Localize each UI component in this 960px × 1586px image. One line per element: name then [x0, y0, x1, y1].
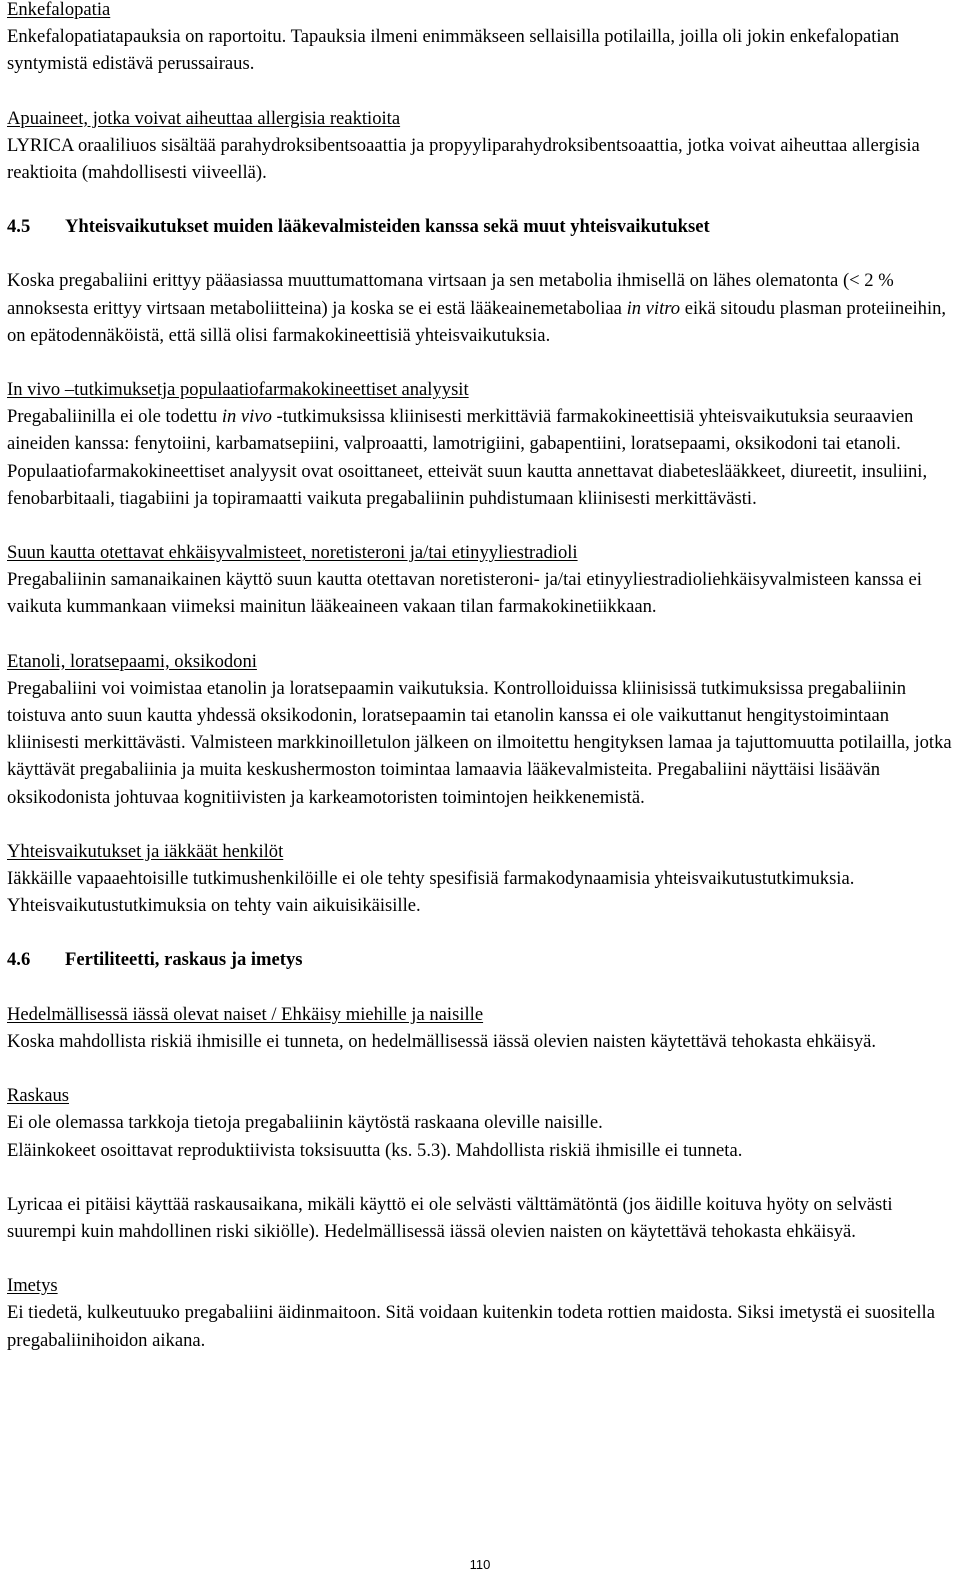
elderly-subheading: Yhteisvaikutukset ja iäkkäät henkilöt [7, 840, 284, 862]
section-4-5-heading [7, 213, 953, 240]
breastfeeding-paragraph: Ei tiedetä, kulkeutuuko pregabaliini äidinmaitoon. Sitä voidaan kuitenkin todeta rottien maidosta. Siksi imetystä ei suositella pregabaliinihoidon aikana. [7, 1302, 935, 1351]
pregnancy-line-1: Ei ole olemassa tarkkoja tietoja pregabaliinin käytöstä raskaana oleville naisille. [7, 1112, 603, 1134]
encephalopathy-paragraph: Enkefalopatiatapauksia on raportoitu. Tapauksia ilmeni enimmäkseen sellaisilla potilailla, joilla oli jokin enkefalopatian syntymistä edistävä perussairaus. [7, 26, 900, 75]
page-number: 110 [469, 1557, 491, 1572]
pregnancy-paragraph-2: Lyricaa ei pitäisi käyttää raskausaikana, mikäli käyttö ei ole selvästi välttämätöntä (jos äidille koituva hyöty on selvästi suurempi kuin mahdollinen riski sikiölle). Hedelmällisessä iässä olevien naisten on käytettävä tehokasta ehkäisyä. [7, 1193, 893, 1242]
breastfeeding-subheading: Imetys [7, 1275, 58, 1297]
contraceptives-subheading: Suun kautta otettavat ehkäisyvalmisteet, noretisteroni ja/tai etinyyliestradioli [7, 542, 578, 564]
ethanol-paragraph: Pregabaliini voi voimistaa etanolin ja loratsepaamin vaikutuksia. Kontrolloiduissa kliinisissä tutkimuksissa pregabaliinin toistuva anto suun kautta yhdessä oksikodonin, loratsepaamin tai etanolin kanssa ei ole vaikuttanut hengitystoimintaan kliinisesti merkittävästi. Valmisteen markkinoilletulon jälkeen on ilmoitettu hengityksen lamaa ja tajuttomuutta potilailla, jotka käyttävät pregabaliinia ja muita keskushermoston toimintaa lamaavia lääkevalmisteita. Pregabaliini näyttäisi lisäävän oksikodonista johtuvaa kognitiivisten ja karkeamotoristen toimintojen heikkenemistä. [7, 677, 952, 808]
fertile-women-subheading: Hedelmällisessä iässä olevat naiset / Ehkäisy miehille ja naisille [7, 1003, 484, 1025]
section-number: 4.6 [7, 949, 31, 971]
in-vivo-subheading: In vivo –tutkimuksetja populaatiofarmakokineettiset analyysit [7, 379, 469, 401]
encephalopathy-subheading: Enkefalopatia [7, 0, 111, 20]
pregnancy-subheading: Raskaus [7, 1085, 69, 1107]
in-vivo-paragraph: Pregabaliinilla ei ole todettu in vivo -tutkimuksissa kliinisesti merkittäviä farmakokineettisiä yhteisvaikutuksia seuraavien aineiden kanssa: fenytoiini, karbamatsepiini, valproaatti, lamotrigiini, gabapentiini, loratsepaami, oksikodoni tai etanoli. Populaatiofarmakokineettiset analyysit ovat osoittaneet, etteivät suun kautta annettavat diabeteslääkkeet, diureetit, insuliini, fenobarbitaali, tiagabiini ja topiramaatti vaikuta pregabaliinin puhdistumaan kliinisesti merkittävästi. [7, 406, 928, 509]
document-page [7, 0, 953, 1354]
elderly-paragraph: Iäkkäille vapaaehtoisille tutkimushenkilöille ei ole tehty spesifisiä farmakodynaamisia yhteisvaikutustutkimuksia. Yhteisvaikutustutkimuksia on tehty vain aikuisikäisille. [7, 868, 855, 917]
interactions-intro-paragraph: Koska pregabaliini erittyy pääasiassa muuttumattomana virtsaan ja sen metabolia ihmisellä on lähes olematonta (< 2 % annoksesta erittyy virtsaan metaboliitteina) ja koska se ei estä lääkeainemetaboliaa in vitro eikä sitoudu plasman proteiineihin, on epätodennäköistä, että sillä olisi farmakokineettisiä yhteisvaikutuksia. [7, 270, 947, 346]
fertile-women-paragraph: Koska mahdollista riskiä ihmisille ei tunneta, on hedelmällisessä iässä olevien naisten käytettävä tehokasta ehkäisyä. [7, 1030, 877, 1052]
excipients-subheading: Apuaineet, jotka voivat aiheuttaa allergisia reaktioita [7, 107, 401, 129]
contraceptives-paragraph: Pregabaliinin samanaikainen käyttö suun kautta otettavan noretisteroni- ja/tai etinyyliestradioliehkäisyvalmisteen kanssa ei vaikuta kummankaan viimeksi mainitun lääkeaineen vakaan tilan farmakokinetiikkaan. [7, 569, 922, 618]
pregnancy-line-2: Eläinkokeet osoittavat reproduktiivista toksisuutta (ks. 5.3). Mahdollista riskiä ihmisille ei tunneta. [7, 1139, 743, 1161]
ethanol-subheading: Etanoli, loratsepaami, oksikodoni [7, 650, 257, 672]
section-title: Fertiliteetti, raskaus ja imetys [65, 949, 303, 971]
section-title: Yhteisvaikutukset muiden lääkevalmisteiden kanssa sekä muut yhteisvaikutukset [65, 216, 710, 238]
excipients-paragraph: LYRICA oraaliliuos sisältää parahydroksibentsoaattia ja propyyliparahydroksibentsoaattia, jotka voivat aiheuttaa allergisia reaktioita (mahdollisesti viiveellä). [7, 134, 920, 184]
section-number: 4.5 [7, 216, 31, 238]
section-4-6-heading [7, 946, 953, 973]
